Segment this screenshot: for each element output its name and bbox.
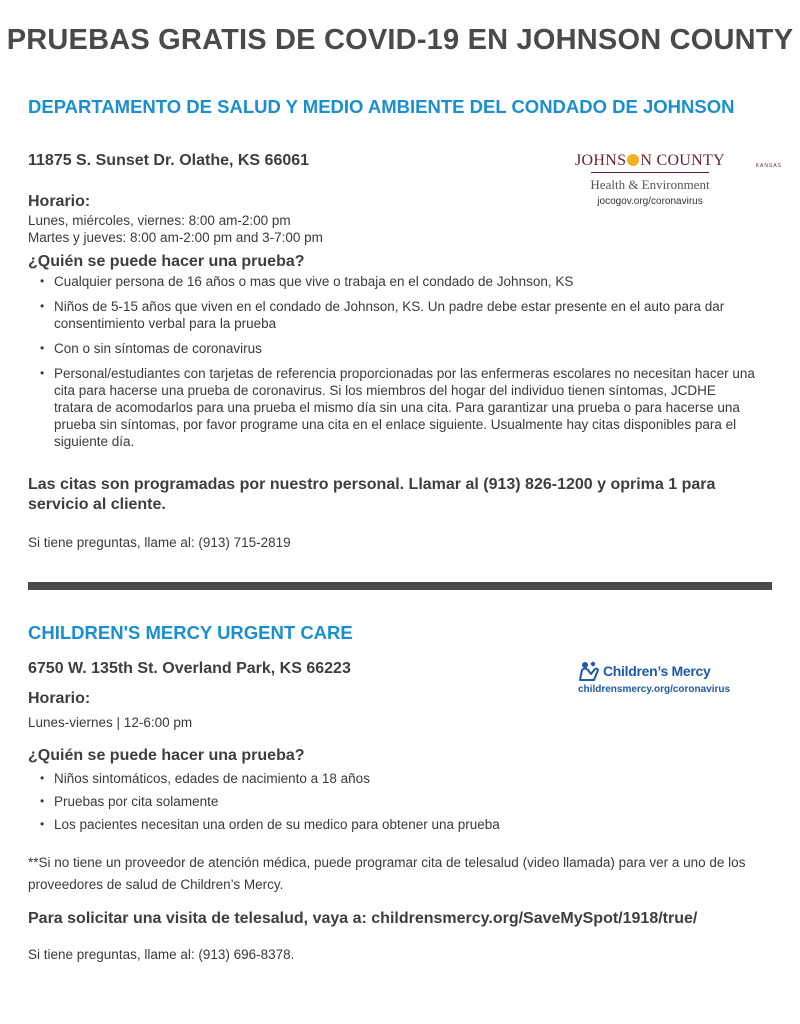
childrens-mercy-icon xyxy=(578,660,600,682)
address-childrens-mercy: 6750 W. 135th St. Overland Park, KS 66223 xyxy=(28,660,351,677)
logo-wordmark: Children’s Mercy xyxy=(603,663,711,679)
questions-phone: Si tiene preguntas, llame al: (913) 715-2819 xyxy=(28,535,291,550)
hours-line: Lunes-viernes | 12-6:00 pm xyxy=(28,715,193,730)
list-item: • Niños de 5-15 años que viven en el condado de Johnson, KS. Un padre debe estar presente en el auto para dar consentimiento verbal para la prueba xyxy=(28,298,758,332)
who-label: ¿Quién se puede hacer una prueba? xyxy=(28,253,305,270)
list-item: • Niños sintomáticos, edades de nacimiento a 18 años xyxy=(28,770,758,787)
childrens-mercy-logo xyxy=(578,660,731,695)
list-item: • Con o sin síntomas de coronavirus xyxy=(28,340,758,357)
logo-url[interactable]: childrensmercy.org/coronavirus xyxy=(578,684,731,695)
address-jcdhe: 11875 S. Sunset Dr. Olathe, KS 66061 xyxy=(28,152,310,169)
list-item: • Pruebas por cita solamente xyxy=(28,793,758,810)
telehealth-note: **Si no tiene un proveedor de atención médica, puede programar cita de telesalud (video llamada) para ver a uno de los proveedores de salud de Children’s Mercy. xyxy=(28,855,746,892)
telehealth-link[interactable]: Para solicitar una visita de telesalud, vaya a: childrensmercy.org/SaveMySpot/1918/true/ xyxy=(28,910,698,927)
who-label: ¿Quién se puede hacer una prueba? xyxy=(28,747,305,764)
eligibility-list xyxy=(28,273,758,450)
hours-label: Horario: xyxy=(28,690,91,707)
eligibility-list xyxy=(28,770,758,833)
section-heading-jcdhe: DEPARTAMENTO DE SALUD Y MEDIO AMBIENTE DEL CONDADO DE JOHNSON xyxy=(28,96,735,117)
list-item: • Cualquier persona de 16 años o mas que vive o trabaja en el condado de Johnson, KS xyxy=(28,273,758,290)
sunflower-icon xyxy=(627,154,639,166)
hours-line: Lunes, miércoles, viernes: 8:00 am-2:00 pm xyxy=(28,213,291,228)
johnson-county-logo xyxy=(572,152,728,207)
hours-label: Horario: xyxy=(28,193,91,210)
logo-url[interactable]: jocogov.org/coronavirus xyxy=(597,196,703,207)
hours-line: Martes y jueves: 8:00 am-2:00 pm and 3-7:00 pm xyxy=(28,230,323,245)
questions-phone: Si tiene preguntas, llame al: (913) 696-8378. xyxy=(28,947,295,962)
list-item: • Los pacientes necesitan una orden de su medico para obtener una prueba xyxy=(28,816,758,833)
logo-subtitle: Health & Environment xyxy=(590,177,710,192)
section-heading-childrens-mercy: CHILDREN'S MERCY URGENT CARE xyxy=(28,622,353,643)
logo-rule xyxy=(591,172,709,173)
logo-wordmark: JOHNS N COUNTY xyxy=(575,152,725,169)
list-item: • Personal/estudiantes con tarjetas de referencia proporcionadas por las enfermeras escolares no necesitan hacer una cita para hacerse una prueba de coronavirus. Si los miembros del hogar del individuo tienen síntomas, JCDHE tratara de acomodarlos para una prueba el mismo día sin una cita. Para garantizar una prueba o para hacerse una prueba sin síntomas, por favor programe una cita en el enlace siguiente. Usualmente hay citas disponibles para el siguiente día. xyxy=(28,365,758,450)
page-title: PRUEBAS GRATIS DE COVID-19 EN JOHNSON COUNTY xyxy=(6,24,794,56)
appointments-note: Las citas son programadas por nuestro personal. Llamar al (913) 826-1200 y oprima 1 para servicio al cliente. xyxy=(28,476,716,513)
logo-state: KANSAS xyxy=(755,163,782,169)
section-divider xyxy=(28,582,772,590)
